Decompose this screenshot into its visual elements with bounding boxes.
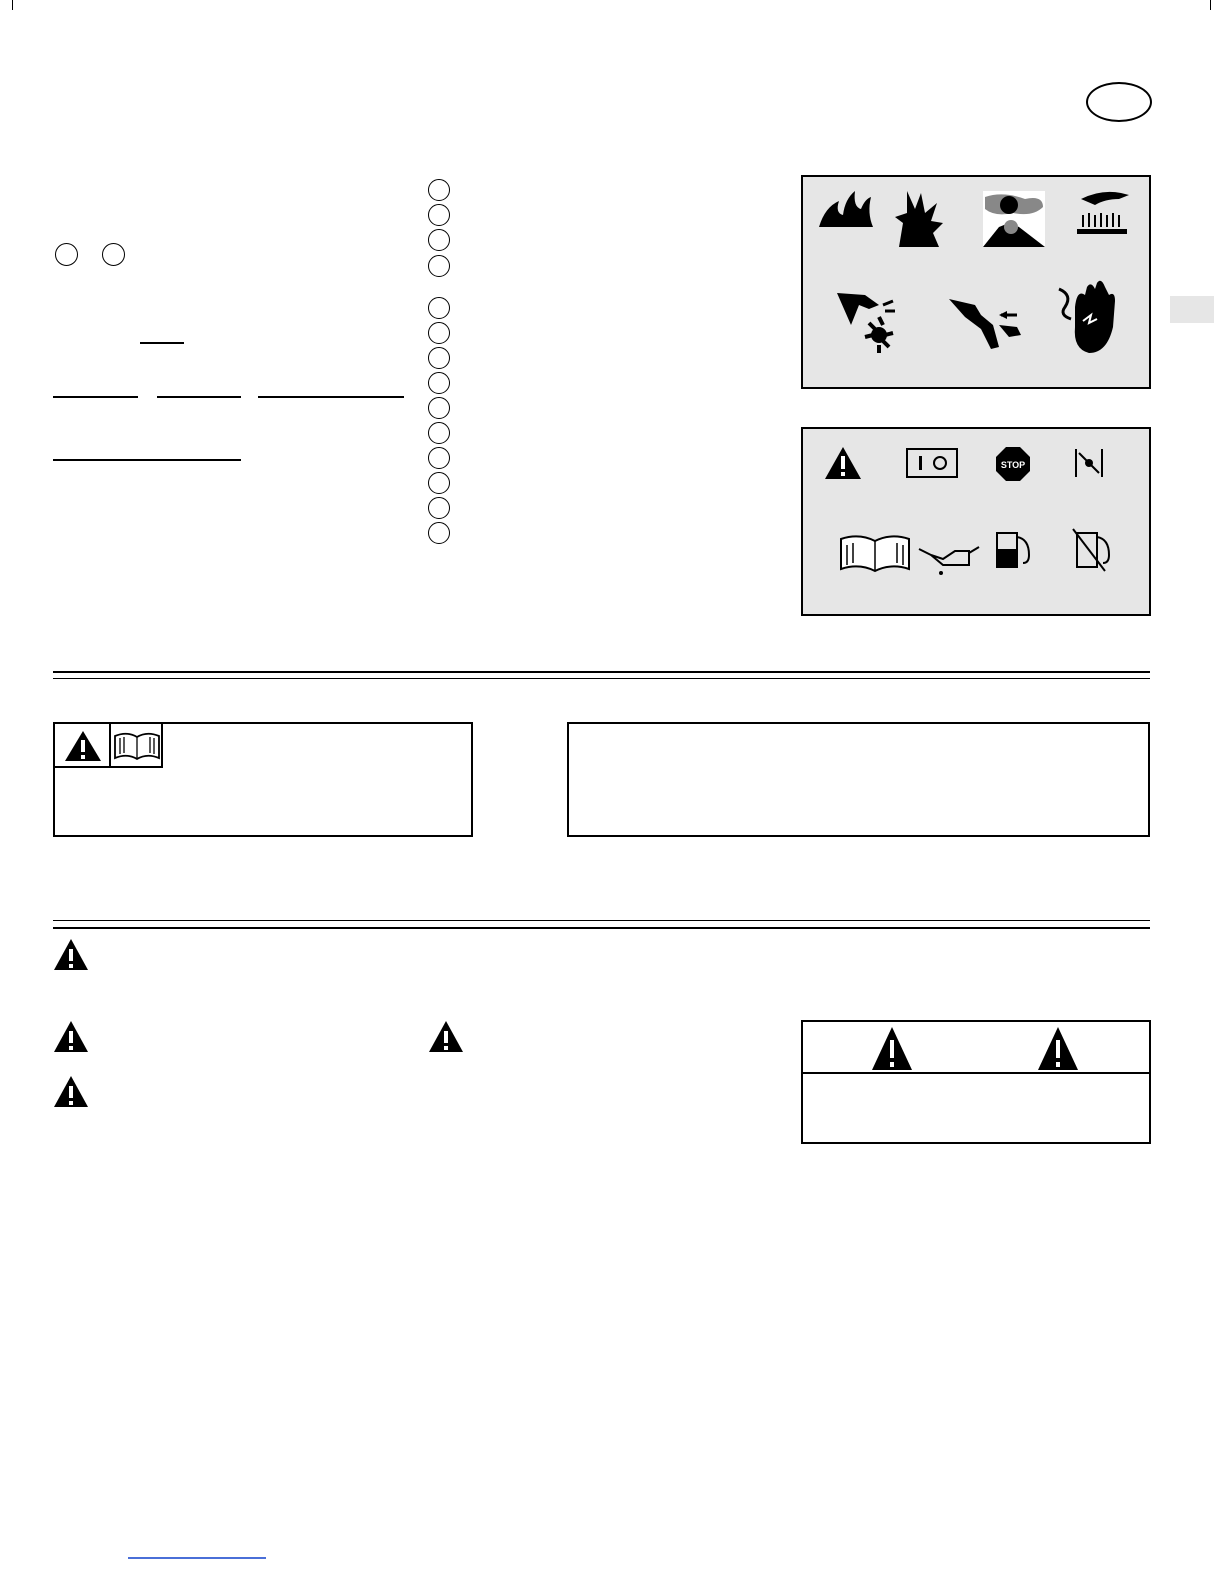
callout-circle [428,347,450,369]
no-fuel-icon [1073,529,1109,571]
footer-link[interactable] [128,1557,266,1559]
warning-icon [53,1075,89,1109]
fuel-icon [997,533,1029,567]
callout-circle [428,204,450,226]
callout-circle [428,397,450,419]
callout-circle [428,179,450,201]
callout-circle [428,522,450,544]
on-off-switch-icon [907,449,957,477]
section-rule-top [53,671,1150,673]
operation-symbols-graphic [803,429,1149,614]
hazard-symbols-panel [801,175,1151,389]
read-manual-notice-box [53,722,473,837]
toxic-fumes-icon [983,191,1045,247]
notice-box [567,722,1150,837]
rotating-parts-icon [837,293,895,353]
callout-circle [428,497,450,519]
oil-icon [919,547,979,575]
read-manual-icon [841,536,909,571]
danger-box [801,1020,1151,1144]
callout-circle [428,447,450,469]
stop-icon [996,447,1030,481]
fill-in-blank[interactable] [53,396,138,398]
callout-circle [428,372,450,394]
section-rule-bottom [53,678,1150,679]
warning-icon [53,938,89,972]
warning-icon [63,729,103,763]
choke-icon [1075,449,1103,477]
notice-icon-strip [55,724,163,768]
warning-icon [428,1020,464,1054]
section-rule-bottom [53,927,1150,929]
callout-circle [428,255,450,277]
operation-symbols-panel [801,427,1151,616]
section-tab [1170,296,1214,323]
danger-box-divider [803,1072,1149,1074]
manual-book-icon [113,730,161,762]
kickback-icon [949,299,1021,349]
language-badge [1086,82,1152,122]
warning-icon [53,1020,89,1054]
fill-in-blank[interactable] [258,396,404,398]
stop-label: STOP [1000,460,1026,470]
callout-circle [428,322,450,344]
electric-shock-icon [1059,281,1115,353]
fill-in-blank[interactable] [140,342,184,344]
fire-icon [819,191,873,227]
warning-icon [871,1026,913,1072]
section-rule-top [53,920,1150,921]
explosion-icon [895,191,943,247]
callout-circle [428,297,450,319]
reference-circle [102,243,125,266]
crop-mark [1210,0,1211,10]
callout-circle [428,229,450,251]
hot-surface-icon [1077,192,1129,234]
callout-circle [428,472,450,494]
hazard-symbols-graphic [803,177,1149,387]
crop-mark [12,0,13,10]
safety-alert-icon [825,447,861,479]
warning-icon [1037,1026,1079,1072]
reference-circle [55,243,78,266]
fill-in-blank[interactable] [157,396,241,398]
callout-circle [428,422,450,444]
fill-in-blank[interactable] [53,459,241,461]
